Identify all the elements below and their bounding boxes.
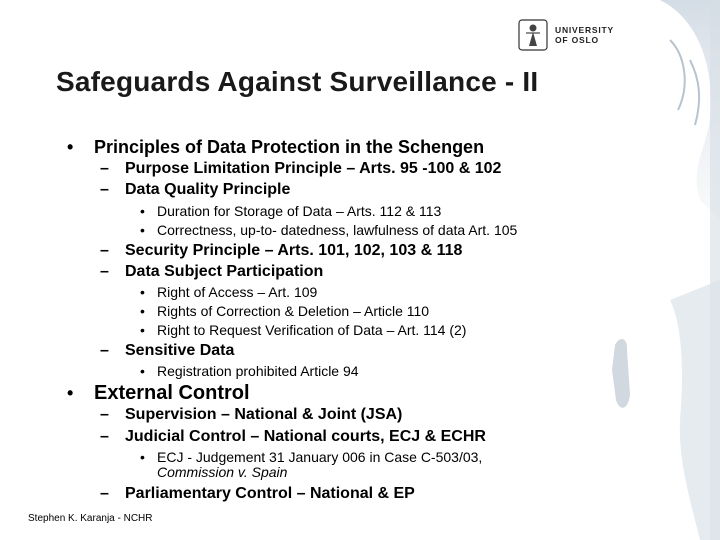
- sub-item-duration: Duration for Storage of Data – Arts. 112 & 113: [157, 203, 442, 219]
- sub-item-ecj-judgement: ECJ - Judgement 31 January 006 in Case C-503/03,: [157, 449, 483, 465]
- bullet-marker: •: [67, 383, 74, 403]
- dash-marker: –: [100, 406, 109, 423]
- dash-marker: –: [100, 485, 109, 502]
- sub-item-right-access: Right of Access – Art. 109: [157, 284, 318, 300]
- footer-author: Stephen K. Karanja - NCHR: [28, 513, 153, 524]
- sub-bullet-marker: •: [140, 284, 145, 300]
- sub-item-correctness: Correctness, up-to- datedness, lawfulness of data Art. 105: [157, 222, 518, 238]
- bullet-external-control: External Control: [94, 382, 250, 404]
- sub-bullet-marker: •: [140, 222, 145, 238]
- dash-marker: –: [100, 242, 109, 259]
- sub-item-registration: Registration prohibited Article 94: [157, 363, 359, 379]
- item-supervision: Supervision – National & Joint (JSA): [125, 406, 403, 423]
- item-judicial-control: Judicial Control – National courts, ECJ & ECHR: [125, 428, 486, 445]
- dash-marker: –: [100, 342, 109, 359]
- slide-title: Safeguards Against Surveillance - II: [56, 66, 539, 97]
- sub-item-correction: Rights of Correction & Deletion – Article 110: [157, 303, 430, 319]
- sub-bullet-marker: •: [140, 363, 145, 379]
- sub-item-verification: Right to Request Verification of Data – Art. 114 (2): [157, 322, 467, 338]
- sub-item-ecj-case-name: Commission v. Spain: [157, 464, 288, 480]
- dash-marker: –: [100, 181, 109, 198]
- sub-bullet-marker: •: [140, 449, 145, 465]
- item-data-quality: Data Quality Principle: [125, 181, 291, 198]
- dash-marker: –: [100, 160, 109, 177]
- dash-marker: –: [100, 428, 109, 445]
- item-data-subject: Data Subject Participation: [125, 263, 324, 280]
- logo-line-1: UNIVERSITY: [555, 25, 615, 35]
- item-security: Security Principle – Arts. 101, 102, 103 & 118: [125, 242, 463, 259]
- bullet-schengen: Principles of Data Protection in the Schengen: [94, 137, 485, 157]
- sub-bullet-marker: •: [140, 322, 145, 338]
- logo-line-2: OF OSLO: [555, 35, 599, 45]
- sub-bullet-marker: •: [140, 203, 145, 219]
- item-purpose-limitation: Purpose Limitation Principle – Arts. 95 -100 & 102: [125, 160, 502, 177]
- sub-bullet-marker: •: [140, 303, 145, 319]
- bullet-marker: •: [67, 137, 74, 157]
- dash-marker: –: [100, 263, 109, 280]
- item-parliamentary-control: Parliamentary Control – National & EP: [125, 485, 415, 502]
- item-sensitive-data: Sensitive Data: [125, 342, 235, 359]
